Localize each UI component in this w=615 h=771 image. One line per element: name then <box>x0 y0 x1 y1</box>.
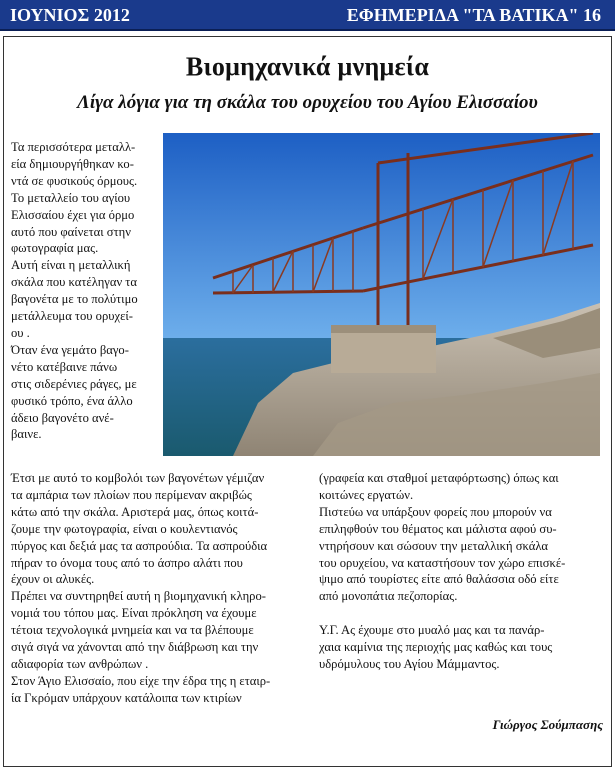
text-line: υδρόμυλους του Αγίου Μάμμαντος. <box>319 656 500 671</box>
text-line: επιληφθούν του θέματος και μάλιστα αφού συ- <box>319 521 557 536</box>
text-line: Το μεταλλείο του αγίου <box>11 190 131 205</box>
text-line: αδιαφορία των ανθρώπων . <box>11 656 149 671</box>
text-line: Αυτή είναι η μεταλλική <box>11 258 131 273</box>
text-line: σιγά σιγά να χάνονται από την διάβρωση και την <box>11 640 259 655</box>
newspaper-name-page: ΕΦΗΜΕΡΙΔΑ "ΤΑ ΒΑΤΙΚΑ" 16 <box>346 5 601 25</box>
text-line: πύργος και δεξιά μας τα ασπρούδια. Τα ασπρούδια <box>11 538 268 553</box>
text-line: Υ.Γ. Ας έχουμε στο μυαλό μας και τα πανάρ- <box>319 623 545 638</box>
column-left-bottom <box>11 470 311 707</box>
text-line: Στον Άγιο Ελισσαίο, που είχε την έδρα της η εταιρ- <box>11 673 271 688</box>
mine-ladder-photo <box>163 133 600 456</box>
author-signature: Γιώργος Σούμπασης <box>492 717 603 732</box>
column-left-top <box>11 139 158 443</box>
text-line: τέτοια τεχνολογικά μνημεία και να τα βλέπουμε <box>11 623 254 638</box>
text-line: στις σιδερένιες ράγες, με <box>11 376 137 391</box>
text-line: έχουν οι αλυκές. <box>11 572 95 587</box>
text-line: χαια καμίνια της περιοχής μας καθώς και τους <box>319 640 553 655</box>
text-line: ου . <box>11 325 30 340</box>
text-line: άδειο βαγονέτο ανέ- <box>11 410 114 425</box>
text-line: ία Γκρόμαν υπάρχουν κατάλοιπα των κτιρίων <box>11 690 242 705</box>
text-line: ψιμο από τουρίστες είτε από θαλάσσια οδό είτε <box>319 572 559 587</box>
text-line: Πιστεύω να υπάρξουν φορείς που μπορούν να <box>319 504 552 519</box>
text-line: Ελισσαίου έχει για όρμο <box>11 207 135 222</box>
text-line: βαγονέτα με το πολύτιμο <box>11 292 138 307</box>
article-title: Βιομηχανικά μνημεία <box>185 52 430 81</box>
text-line: Τα περισσότερα μεταλλ- <box>11 140 136 154</box>
text-line: κάτω από την σκάλα. Αριστερά μας, όπως κοιτά- <box>11 504 259 519</box>
text-line: ντά σε φυσικούς όρμους. <box>11 173 138 188</box>
text-line: πήραν το όνομα τους από το άσπρο αλάτι που <box>11 555 243 570</box>
text-line: σκάλα που κατέληγαν τα <box>11 275 137 290</box>
column-right <box>319 470 604 673</box>
page-header <box>0 0 615 31</box>
text-line: μετάλλευμα του ορυχεί- <box>11 309 133 324</box>
text-line: Όταν ένα γεμάτο βαγο- <box>11 342 129 357</box>
text-line: (γραφεία και σταθμοί μεταφόρτωσης) όπως και <box>319 471 559 485</box>
text-line: κοιτώνες εργατών. <box>319 487 414 502</box>
text-line: αυτό που φαίνεται στην <box>11 224 131 239</box>
text-line: Έτσι με αυτό το κομβολόι των βαγονέτων γέμιζαν <box>11 471 265 485</box>
text-line: νέτο κατέβαινε πάνω <box>11 359 118 374</box>
text-line: εία δημιουργήθηκαν κο- <box>11 156 134 171</box>
text-line: φυσικό τρόπο, ένα άλλο <box>11 393 133 408</box>
text-line <box>319 605 604 622</box>
article-subtitle: Λίγα λόγια για τη σκάλα του ορυχείου του Αγίου Ελισσαίου <box>77 92 538 113</box>
text-line: φωτογραφία μας. <box>11 241 99 256</box>
text-line: του ορυχείου, να καταστήσουν τον χώρο επισκέ- <box>319 555 566 570</box>
text-line: νομιά του τόπου μας. Είναι πρόκληση να έχουμε <box>11 606 257 621</box>
text-line: από μονοπάτια πεζοπορίας. <box>319 589 458 604</box>
text-line: βαινε. <box>11 427 42 442</box>
text-line: ζουμε την φωτογραφία, είναι ο κουλεντιανός <box>11 521 238 536</box>
text-line: Πρέπει να συντηρηθεί αυτή η βιομηχανική κληρο- <box>11 589 266 604</box>
text-line: τα αμπάρια των πλοίων που περίμεναν ακριβώς <box>11 487 252 502</box>
issue-date: ΙΟΥΝΙΟΣ 2012 <box>10 5 130 25</box>
text-line: ντηρήσουν και σώσουν την μεταλλική σκάλα <box>319 538 549 553</box>
